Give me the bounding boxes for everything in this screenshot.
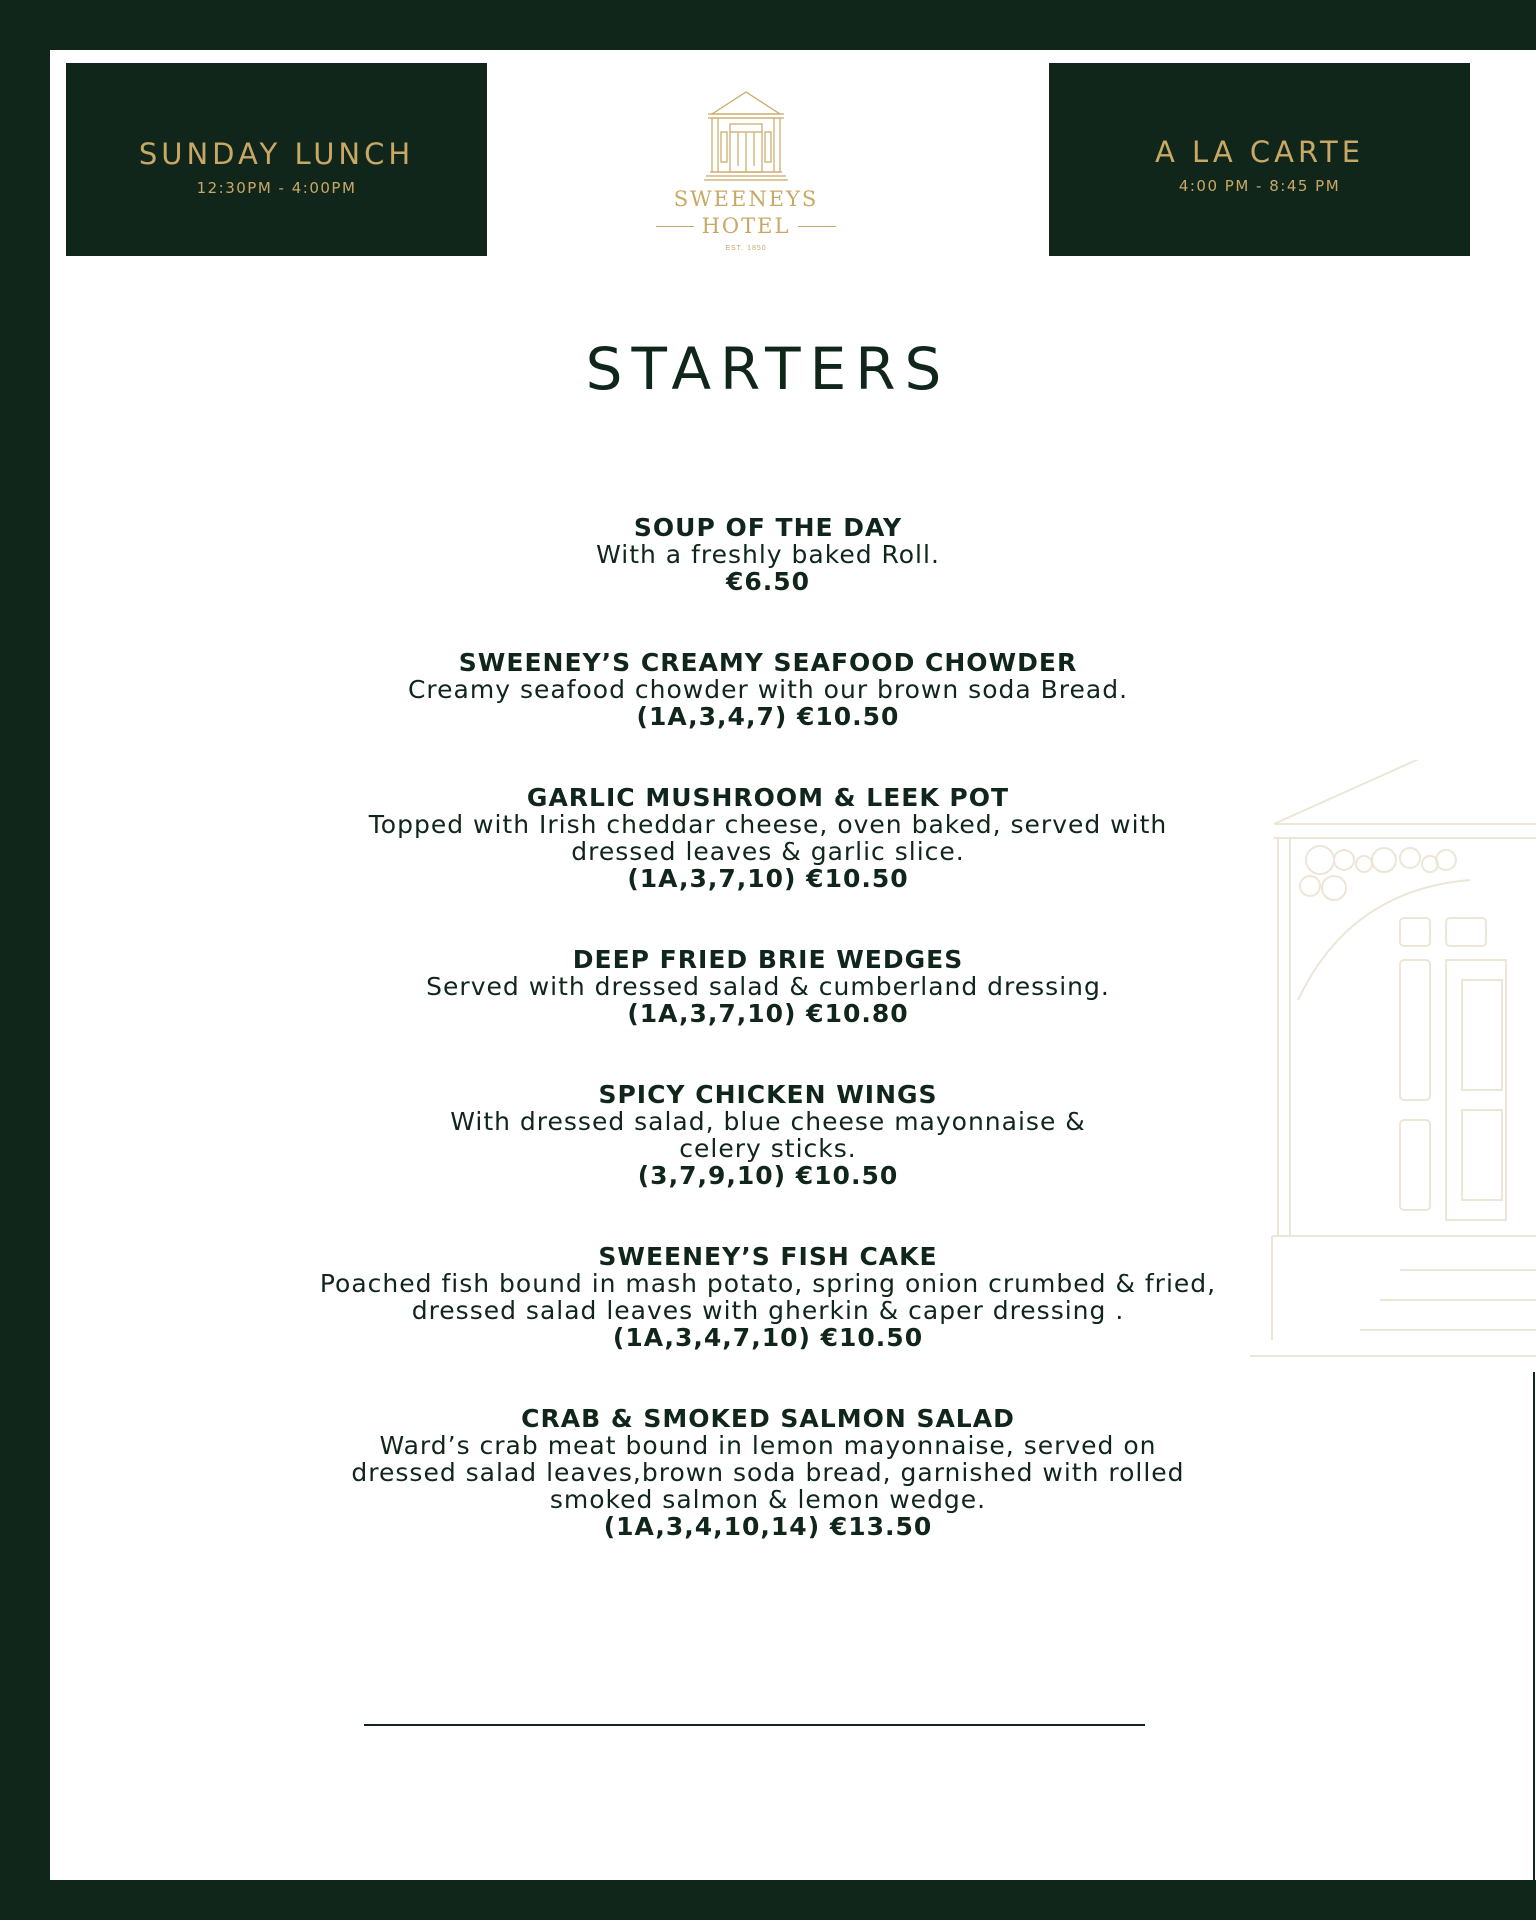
menu-item-description: Ward’s crab meat bound in lemon mayonnaise, served on dressed salad leaves,brown soda bread, garnished with rolled smoked salmon & lemon wedge. (351, 1431, 1185, 1514)
menu-item (50, 1243, 1486, 1351)
bottom-divider (364, 1724, 1145, 1726)
menu-item-name: SOUP OF THE DAY (633, 513, 903, 542)
menu-item-price: (1A,3,4,7) €10.50 (636, 702, 900, 731)
menu-item-description: Topped with Irish cheddar cheese, oven baked, served with dressed leaves & garlic slice. (368, 810, 1168, 866)
menu-item-price: (1A,3,7,10) €10.80 (627, 999, 909, 1028)
a-la-carte-hours: 4:00 PM - 8:45 PM (1178, 177, 1341, 195)
menu-item (50, 649, 1486, 730)
hotel-logo (646, 88, 846, 318)
menu-item-price: (1A,3,7,10) €10.50 (627, 864, 909, 893)
menu-item (50, 784, 1486, 892)
logo-established: EST. 1850 (725, 245, 767, 252)
menu-item-name: SWEENEY’S CREAMY SEAFOOD CHOWDER (458, 648, 1078, 677)
menu-page (50, 50, 1536, 1880)
menu-item-name: CRAB & SMOKED SALMON SALAD (521, 1404, 1015, 1433)
starters-heading: STARTERS (585, 335, 951, 403)
menu-item-name: SWEENEY’S FISH CAKE (598, 1242, 938, 1271)
menu-item-price: (3,7,9,10) €10.50 (637, 1161, 899, 1190)
logo-right-rule (798, 226, 836, 227)
menu-item-description: With dressed salad, blue cheese mayonnaise & celery sticks. (450, 1107, 1086, 1163)
menu-item-name: SPICY CHICKEN WINGS (598, 1080, 938, 1109)
a-la-carte-title: A LA CARTE (1154, 135, 1365, 169)
menu-item-description: Served with dressed salad & cumberland dressing. (426, 972, 1110, 1001)
menu-item-price: (1A,3,4,7,10) €10.50 (612, 1323, 924, 1352)
a-la-carte-panel (1049, 63, 1470, 256)
menu-item (50, 514, 1486, 595)
menu-item (50, 1405, 1486, 1540)
menu-item-name: DEEP FRIED BRIE WEDGES (572, 945, 964, 974)
logo-name-sweeneys: SWEENEYS (673, 187, 819, 211)
menu-item-description: Poached fish bound in mash potato, spring onion crumbed & fried, dressed salad leaves with gherkin & caper dressing . (319, 1269, 1217, 1325)
menu-item (50, 1081, 1486, 1189)
sunday-lunch-title: SUNDAY LUNCH (138, 137, 415, 171)
menu-item-description: With a freshly baked Roll. (596, 540, 940, 569)
logo-left-rule (656, 226, 694, 227)
menu-item-price: (1A,3,4,10,14) €13.50 (603, 1512, 933, 1541)
logo-name-hotel: HOTEL (701, 214, 791, 238)
menu-item-price: €6.50 (725, 567, 811, 596)
sunday-lunch-panel (66, 63, 487, 256)
menu-item-description: Creamy seafood chowder with our brown soda Bread. (407, 675, 1129, 704)
hotel-facade-logo-icon (704, 88, 788, 182)
menu-item-name: GARLIC MUSHROOM & LEEK POT (526, 783, 1010, 812)
logo-hotel-row (646, 213, 846, 240)
menu-item (50, 946, 1486, 1027)
sunday-lunch-hours: 12:30PM - 4:00PM (196, 179, 357, 197)
